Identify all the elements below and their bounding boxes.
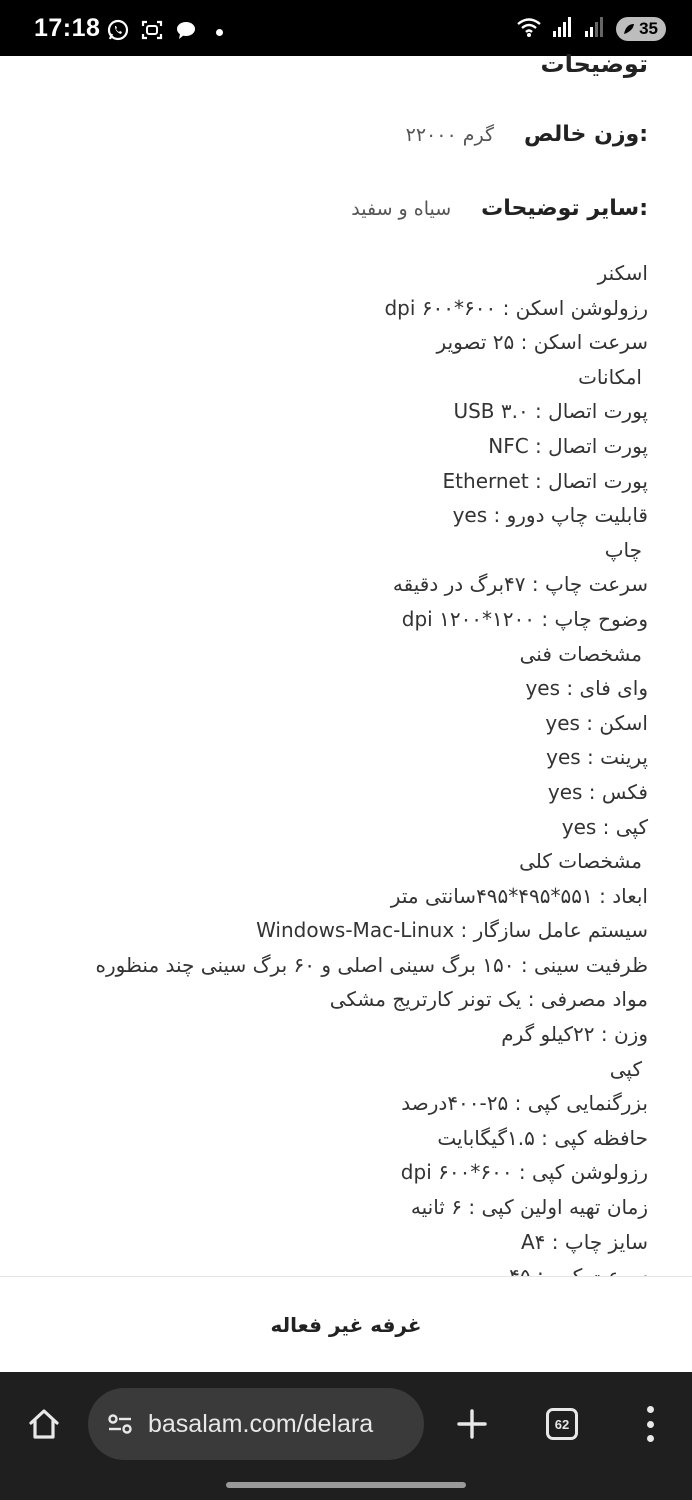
battery-level: 35 (639, 19, 658, 38)
spec-heading: چاپ (604, 537, 642, 562)
spec-line: پورت اتصال : USB ۳.۰ (453, 399, 648, 424)
spec-line: قابلیت چاپ دورو : yes (452, 503, 648, 528)
spec-line: پورت اتصال : NFC (488, 433, 648, 458)
spec-line: ابعاد : ۵۵۱*۴۹۵*۴۹۵سانتی متر (390, 883, 648, 908)
status-system-icons (516, 16, 666, 42)
site-settings-icon[interactable] (106, 1410, 134, 1438)
section-title: توضیحات (540, 50, 648, 78)
spec-line: فکس : yes (547, 779, 648, 804)
tab-count: 62 (554, 1416, 570, 1432)
status-notification-icons (106, 18, 223, 46)
home-icon (26, 1406, 62, 1442)
whatsapp-icon (106, 18, 130, 46)
net-weight-row (406, 122, 648, 147)
wifi-icon (516, 16, 542, 42)
spec-line: رزولوشن اسکن : ۶۰۰*۶۰۰ dpi (384, 295, 648, 320)
spec-line: وزن : ۲۲کیلو گرم (501, 1022, 648, 1047)
spec-heading: امکانات (578, 364, 642, 389)
spec-heading: کپی (609, 1056, 642, 1081)
notification-dot-icon (216, 29, 223, 36)
spec-line: سیستم عامل سازگار : Windows-Mac-Linux (256, 918, 648, 943)
spec-line: وضوح چاپ : ۱۲۰۰*۱۲۰۰ dpi (401, 606, 648, 631)
new-tab-button[interactable] (452, 1402, 492, 1446)
spec-lines (28, 256, 648, 1294)
spec-line: سایز چاپ : A۴ (521, 1229, 648, 1254)
plus-icon (456, 1408, 488, 1440)
other-desc-value: سیاه و سفید (351, 198, 452, 220)
spec-line: مواد مصرفی : یک تونر کارتریج مشکی (329, 987, 648, 1012)
net-weight-label: وزن خالص: (524, 122, 648, 147)
spec-line: پرینت : yes (546, 745, 648, 770)
status-bar (0, 0, 692, 56)
signal-icon (552, 16, 574, 42)
spec-line: رزولوشن کپی : ۶۰۰*۶۰۰ dpi (400, 1160, 648, 1185)
spec-line: اسکنر (597, 261, 648, 285)
browser-toolbar (0, 1372, 692, 1500)
signal-icon (584, 16, 606, 42)
tab-switcher-button[interactable] (546, 1408, 578, 1440)
inactive-shop-bar (0, 1276, 692, 1372)
spec-heading: مشخصات فنی (519, 641, 642, 666)
spec-line: سرعت اسکن : ۲۵ تصویر (436, 330, 648, 355)
spec-line: زمان تهیه اولین کپی : ۶ ثانیه (410, 1195, 648, 1220)
spec-line: اسکن : yes (545, 710, 648, 735)
other-desc-row (351, 196, 648, 221)
url-text[interactable]: basalam.com/delara (148, 1409, 374, 1438)
more-menu-icon[interactable] (640, 1406, 660, 1442)
other-desc-label: سایر توضیحات: (481, 196, 648, 221)
net-weight-value: ۲۲۰۰۰ گرم (405, 124, 495, 146)
spec-line: بزرگنمایی کپی : ۲۵-۴۰۰درصد (401, 1091, 648, 1116)
product-description (0, 50, 692, 1276)
spec-heading: مشخصات کلی (519, 849, 642, 874)
chat-icon (174, 18, 198, 46)
gesture-nav-handle[interactable] (226, 1482, 466, 1488)
spec-line: ظرفیت سینی : ۱۵۰ برگ سینی اصلی و ۶۰ برگ سینی چند منظوره (95, 952, 648, 977)
spec-line: وای فای : yes (525, 676, 648, 701)
spec-line: سرعت چاپ : ۴۷برگ در دقیقه (392, 572, 648, 597)
spec-line: حافظه کپی : ۱.۵گیگابایت (437, 1125, 648, 1150)
spec-line: پورت اتصال : Ethernet (442, 468, 648, 493)
battery-icon (616, 17, 666, 41)
screenshot-icon (140, 18, 164, 46)
spec-line: کپی : yes (561, 814, 648, 839)
status-time: 17:18 (34, 14, 101, 42)
inactive-shop-text: غرفه غیر فعاله (270, 1312, 422, 1337)
home-button[interactable] (22, 1402, 66, 1446)
address-bar[interactable] (88, 1388, 424, 1460)
